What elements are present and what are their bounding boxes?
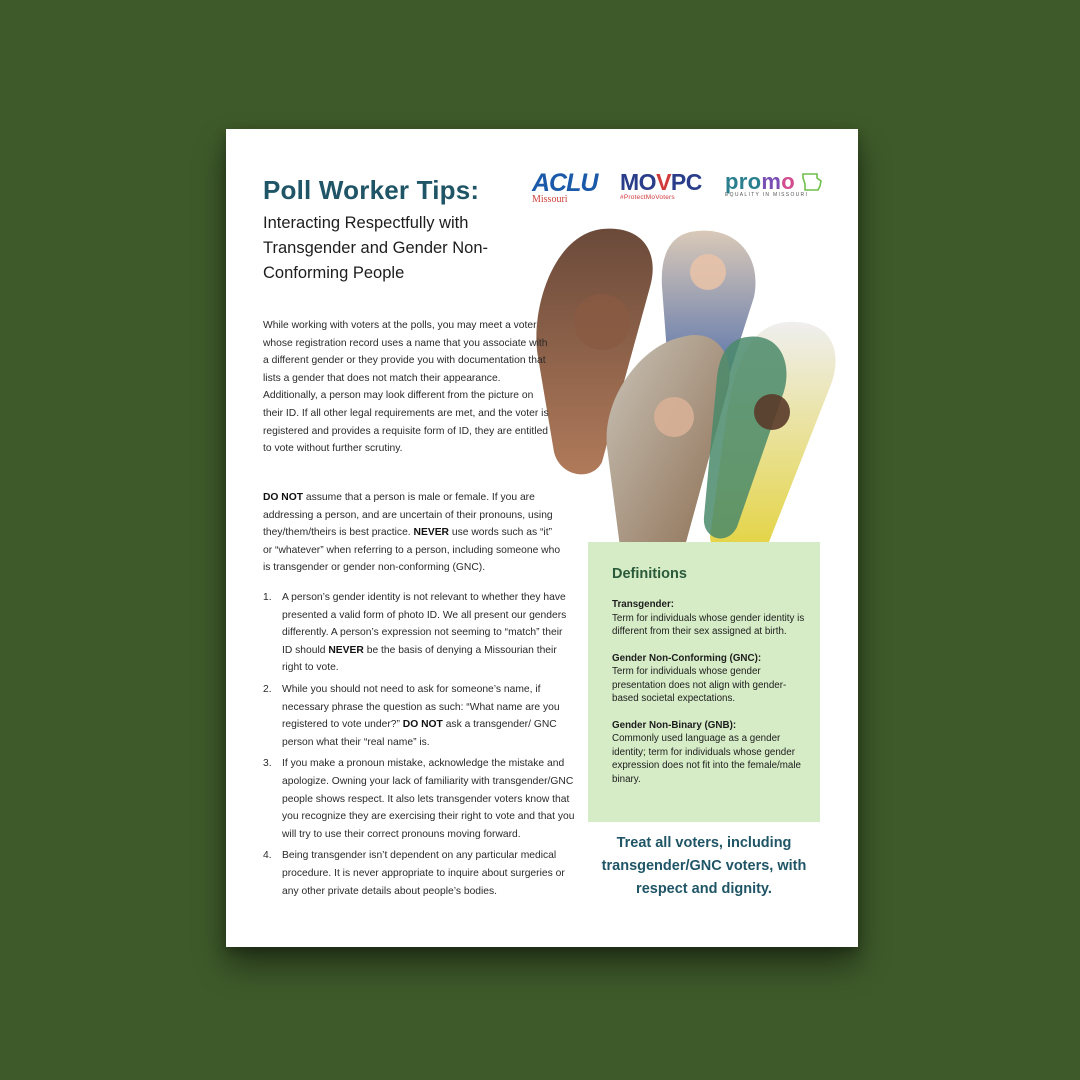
movpc-logo: [620, 169, 702, 201]
promo-logo-o: o: [781, 169, 795, 194]
definition-text: Term for individuals whose gender identity is different from their sex assigned at birth.: [612, 612, 805, 637]
definition-text: Term for individuals whose gender presentation does not align with gender-based societal expectations.: [612, 666, 787, 704]
definitions-box: [588, 542, 820, 822]
list-item: 1. A person’s gender identity is not relevant to whether they have presented a valid form of photo ID. We all present our genders differently. A person’s expression not seeming to “match” their ID should NEVER be the basis of denying a Missourian their right to vote.: [263, 589, 575, 677]
missouri-map-icon: [801, 172, 823, 192]
page-title: Poll Worker Tips:: [263, 175, 480, 205]
promo-logo-a: pro: [725, 169, 762, 194]
photo-collage: [532, 227, 838, 572]
do-not-text-1: assume that a person is male or female. If you are addressing a person, and are uncertain of their pronouns, using they/them/theirs is best practice.: [263, 492, 553, 539]
partner-logos: [532, 169, 832, 217]
definition-term: Gender Non-Conforming (GNC):: [612, 652, 762, 664]
promo-logo-m: m: [761, 169, 782, 194]
intro-paragraph: While working with voters at the polls, you may meet a voter whose registration record uses a name that you associate with a different gender or they provide you with documentation that lists a gender that does not match their appearance. Additionally, a person may look different from the picture on their ID. If all other legal requirements are met, and the voter is registered and provides a requisite form of ID, they are entitled to vote without further scrutiny.: [263, 320, 549, 455]
definitions-heading: Definitions: [612, 566, 687, 582]
list-number: 2.: [263, 683, 272, 695]
definition-term: Transgender:: [612, 599, 675, 610]
never-emphasis: NEVER: [413, 527, 449, 539]
aclu-logo: [532, 169, 597, 205]
movpc-logo-post: PC: [670, 169, 702, 195]
list-item: 2. While you should not need to ask for someone’s name, if necessary phrase the question as such: “What name are you registered to vote under?” DO NOT ask a transgender/ GNC person what their “real name” is.: [263, 681, 575, 751]
list-number: 1.: [263, 592, 272, 603]
list-number: 3.: [263, 758, 272, 770]
list-item: 4. Being transgender isn’t dependent on any particular medical procedure. It is never appropriate to inquire about surgeries or any other private details about people’s bodies.: [263, 847, 575, 900]
list-item: 3. If you make a pronoun mistake, acknowledge the mistake and apologize. Owning your lack of familiarity with transgender/GNC people shows respect. It also lets transgender voters know that you recognize they are exercising their right to vote and that you will try to use their correct pronouns moving forward.: [263, 755, 575, 843]
definitions-list: [612, 598, 808, 799]
definition-item: [612, 652, 808, 706]
definition-term: Gender Non-Binary (GNB):: [612, 719, 737, 731]
do-not-text-2: use words such as “it” or “whatever” when referring to a person, including someone who is transgender or gender non-conforming (GNC).: [263, 527, 561, 574]
list-number: 4.: [263, 850, 272, 862]
definition-item: [612, 598, 808, 639]
definition-text: Commonly used language as a gender identity; term for individuals whose gender expression does not fit into the female/male binary.: [612, 733, 801, 785]
aclu-logo-sub: Missouri: [532, 194, 568, 205]
promo-tagline: EQUALITY IN MISSOURI: [725, 192, 809, 198]
aclu-logo-name: ACLU: [532, 169, 598, 197]
definition-item: [612, 719, 808, 787]
do-not-paragraph: [263, 489, 563, 577]
tips-list: [263, 589, 575, 904]
closing-statement: Treat all voters, including transgender/GNC voters, with respect and dignity.: [601, 835, 807, 897]
movpc-tagline: #ProtectMoVoters: [620, 194, 675, 201]
movpc-logo-pre: MO: [620, 169, 657, 195]
page-subtitle: Interacting Respectfully with Transgender and Gender Non-Conforming People: [263, 214, 489, 282]
do-not-lead: DO NOT: [263, 492, 304, 503]
flyer-page: [226, 129, 858, 947]
promo-logo: [725, 169, 823, 198]
checkmark-icon: V: [656, 169, 671, 195]
